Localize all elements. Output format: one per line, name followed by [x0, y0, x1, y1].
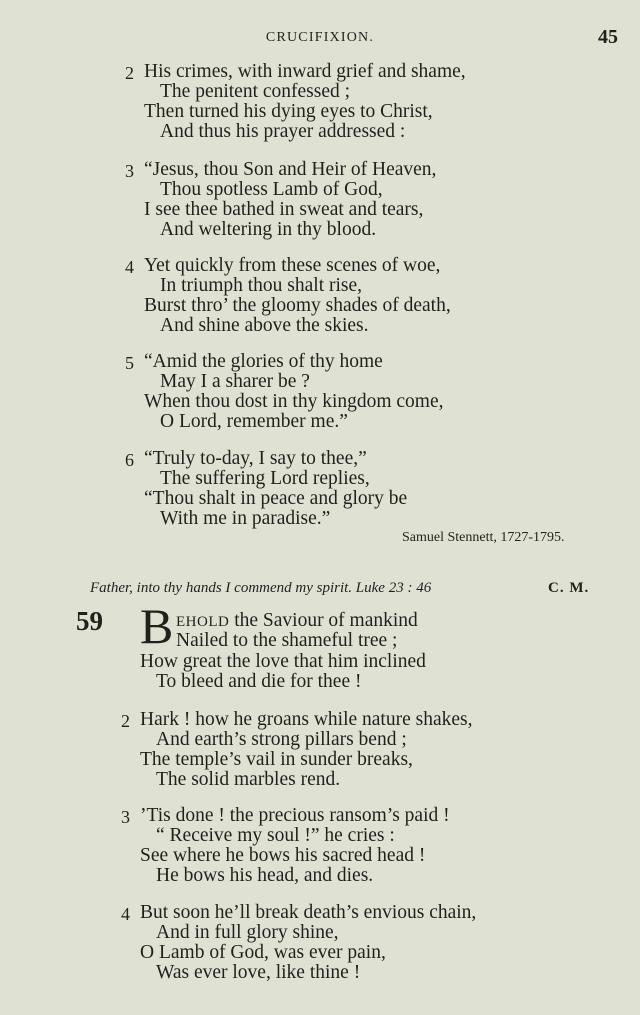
verse-number: 4 — [125, 257, 134, 277]
verse — [121, 902, 477, 983]
verse — [125, 61, 466, 142]
drop-cap: B — [140, 598, 174, 654]
verse-line: O Lamb of God, was ever pain, — [140, 942, 386, 963]
verse-line: O Lord, remember me.” — [160, 411, 348, 432]
verse — [125, 159, 437, 240]
verse-line: In triumph thou shalt rise, — [160, 275, 363, 296]
verse-line: His crimes, with inward grief and shame, — [144, 61, 466, 82]
verse-line: I see thee bathed in sweat and tears, — [144, 199, 424, 220]
verse-line: “Jesus, thou Son and Heir of Heaven, — [144, 159, 437, 180]
verse — [140, 652, 426, 692]
verse-line: To bleed and die for thee ! — [156, 671, 362, 692]
verse-number: 3 — [121, 807, 130, 827]
verse-line: And weltering in thy blood. — [160, 219, 377, 240]
first-line-rest: the Saviour of mankind — [229, 610, 418, 631]
verse — [125, 448, 408, 529]
verse-line: He bows his head, and dies. — [156, 865, 374, 886]
page-number: 45 — [598, 26, 618, 48]
verse-line: Was ever love, like thine ! — [156, 962, 361, 983]
verse-line: And thus his prayer addressed : — [160, 121, 406, 142]
verse — [121, 805, 450, 886]
verse — [125, 255, 451, 336]
verse-number: 4 — [121, 904, 130, 924]
verse-line: With me in paradise.” — [160, 508, 331, 529]
verse-number: 5 — [125, 353, 134, 373]
verse-line: Thou spotless Lamb of God, — [160, 179, 383, 200]
verse — [125, 351, 444, 432]
verse — [121, 709, 473, 790]
verse-line: The penitent confessed ; — [160, 81, 351, 102]
verse-number: 2 — [125, 63, 134, 83]
hymn-number: 59 — [76, 606, 103, 636]
verse-line: ’Tis done ! the precious ransom’s paid ! — [140, 805, 450, 826]
verse-line: “Amid the glories of thy home — [144, 351, 383, 372]
scripture-text: Father, into thy hands I commend my spirit. Luke 23 : 46 — [90, 580, 432, 596]
verse-line: But soon he’ll break death’s envious chain, — [140, 902, 477, 923]
verse-line: And earth’s strong pillars bend ; — [156, 729, 407, 750]
verse-line: Nailed to the shameful tree ; — [176, 630, 398, 651]
verse-line: “ Receive my soul !” he cries : — [156, 825, 395, 846]
verse-line: Yet quickly from these scenes of woe, — [144, 255, 441, 276]
verse — [176, 611, 418, 651]
verse-line: Burst thro’ the gloomy shades of death, — [144, 295, 451, 316]
verse-line: “Thou shalt in peace and glory be — [144, 488, 408, 509]
verse-line: How great the love that him inclined — [140, 651, 426, 672]
verse-line: When thou dost in thy kingdom come, — [144, 391, 444, 412]
verse-line: And in full glory shine, — [156, 922, 339, 943]
meter: C. M. — [548, 580, 590, 596]
verse-line: The solid marbles rend. — [156, 769, 341, 790]
verse-number: 2 — [121, 711, 130, 731]
first-word: EHOLD — [176, 614, 230, 630]
verse-number: 6 — [125, 450, 134, 470]
verse-line: The temple’s vail in sunder breaks, — [140, 749, 413, 770]
running-header: CRUCIFIXION. — [265, 30, 375, 45]
verse-line: “Truly to-day, I say to thee,” — [144, 448, 367, 469]
verse-line: And shine above the skies. — [160, 315, 369, 336]
verse-line: See where he bows his sacred head ! — [140, 845, 426, 866]
verse-line: Hark ! how he groans while nature shakes, — [140, 709, 473, 730]
verse-number: 3 — [125, 161, 134, 181]
author-attribution: Samuel Stennett, 1727-1795. — [402, 530, 565, 545]
first-line — [176, 611, 418, 631]
verse-line: The suffering Lord replies, — [160, 468, 370, 489]
verse-line: May I a sharer be ? — [160, 371, 310, 392]
verse-line: Then turned his dying eyes to Christ, — [144, 101, 433, 122]
